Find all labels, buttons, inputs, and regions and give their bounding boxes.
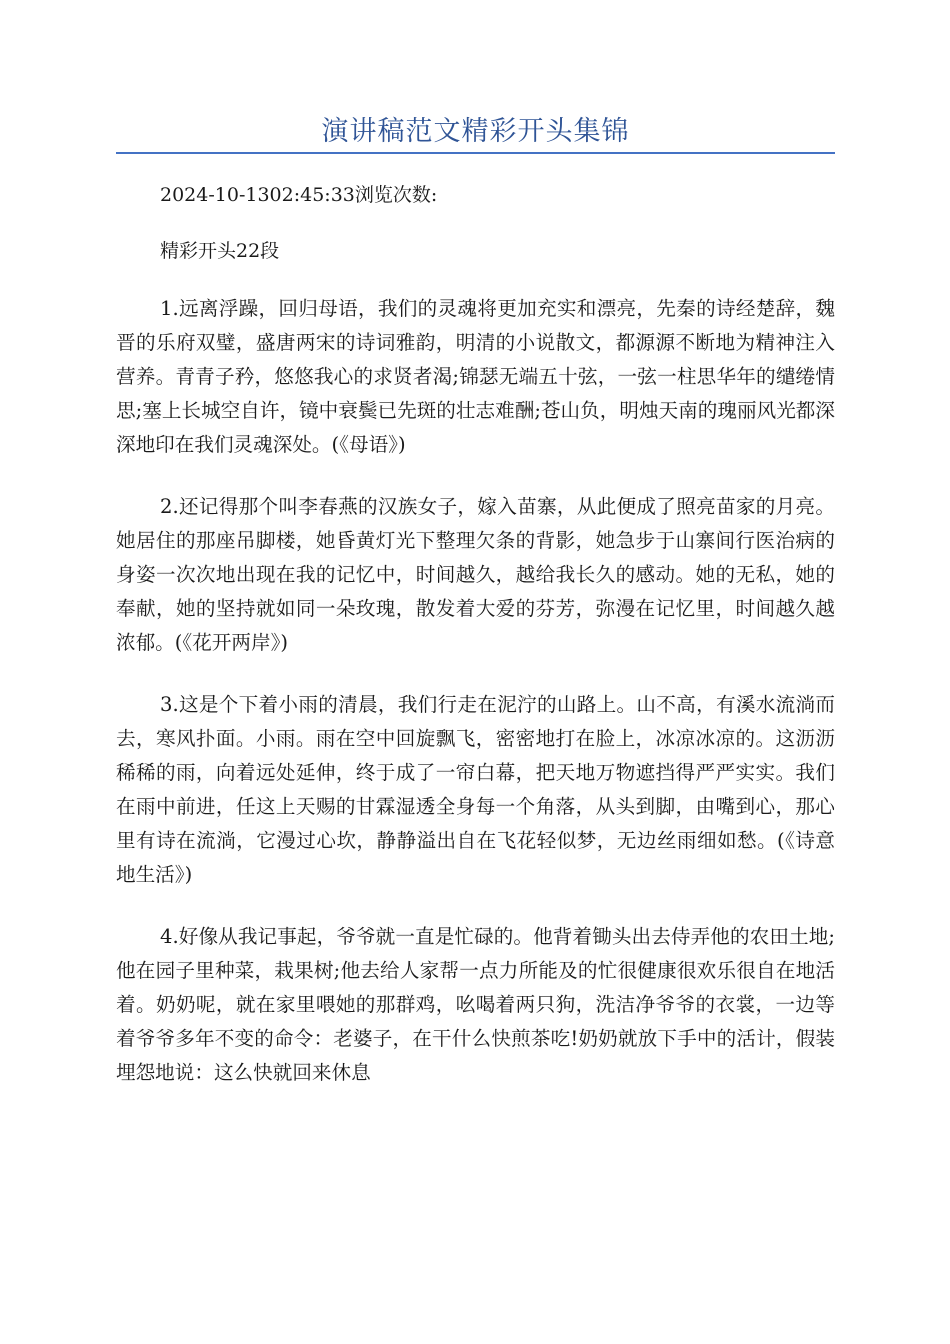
paragraph-2: 2.还记得那个叫李春燕的汉族女子，嫁入苗寨，从此便成了照亮苗家的月亮。她居住的那座吊脚楼，她昏黄灯光下整理欠条的背影，她急步于山寨间行医治病的身姿一次次地出现在我的记忆中，时间越久，越给我长久的感动。她的无私，她的奉献，她的坚持就如同一朵玫瑰，散发着大爱的芬芳，弥漫在记忆里，时间越久越浓郁。(《花开两岸》): [116, 495, 835, 654]
paragraph-1: 1.远离浮躁，回归母语，我们的灵魂将更加充实和漂亮，先秦的诗经楚辞，魏晋的乐府双璧，盛唐两宋的诗词雅韵，明清的小说散文，都源源不断地为精神注入营养。青青子矜，悠悠我心的求贤者渴;锦瑟无端五十弦，一弦一柱思华年的缱绻情思;塞上长城空自许，镜中衰鬓已先斑的壮志难酬;苍山负，明烛天南的瑰丽风光都深深地印在我们灵魂深处。(《母语》): [116, 297, 835, 456]
document-title: 演讲稿范文精彩开头集锦: [321, 116, 630, 147]
subheading: 精彩开头22段: [160, 240, 280, 262]
title-underline-divider: [116, 152, 835, 154]
document-page: [116, 0, 835, 1090]
meta-line: 2024-10-1302:45:33浏览次数:: [160, 184, 438, 206]
paragraph-3: 3.这是个下着小雨的清晨，我们行走在泥泞的山路上。山不高，有溪水流淌而去，寒风扑面。小雨。雨在空中回旋飘飞，密密地打在脸上，冰凉冰凉的。这沥沥稀稀的雨，向着远处延伸，终于成了一帘白幕，把天地万物遮挡得严严实实。我们在雨中前进，任这上天赐的甘霖湿透全身每一个角落，从头到脚，由嘴到心，那心里有诗在流淌，它漫过心坎，静静溢出自在飞花轻似梦，无边丝雨细如愁。(《诗意地生活》): [116, 693, 835, 886]
paragraph-4: 4.好像从我记事起，爷爷就一直是忙碌的。他背着锄头出去侍弄他的农田土地;他在园子里种菜，栽果树;他去给人家帮一点力所能及的忙很健康很欢乐很自在地活着。奶奶呢，就在家里喂她的那群鸡，吆喝着两只狗，洗洁净爷爷的衣裳，一边等着爷爷多年不变的命令：老婆子，在干什么快煎茶吃!奶奶就放下手中的活计，假装埋怨地说：这么快就回来休息: [116, 925, 835, 1084]
